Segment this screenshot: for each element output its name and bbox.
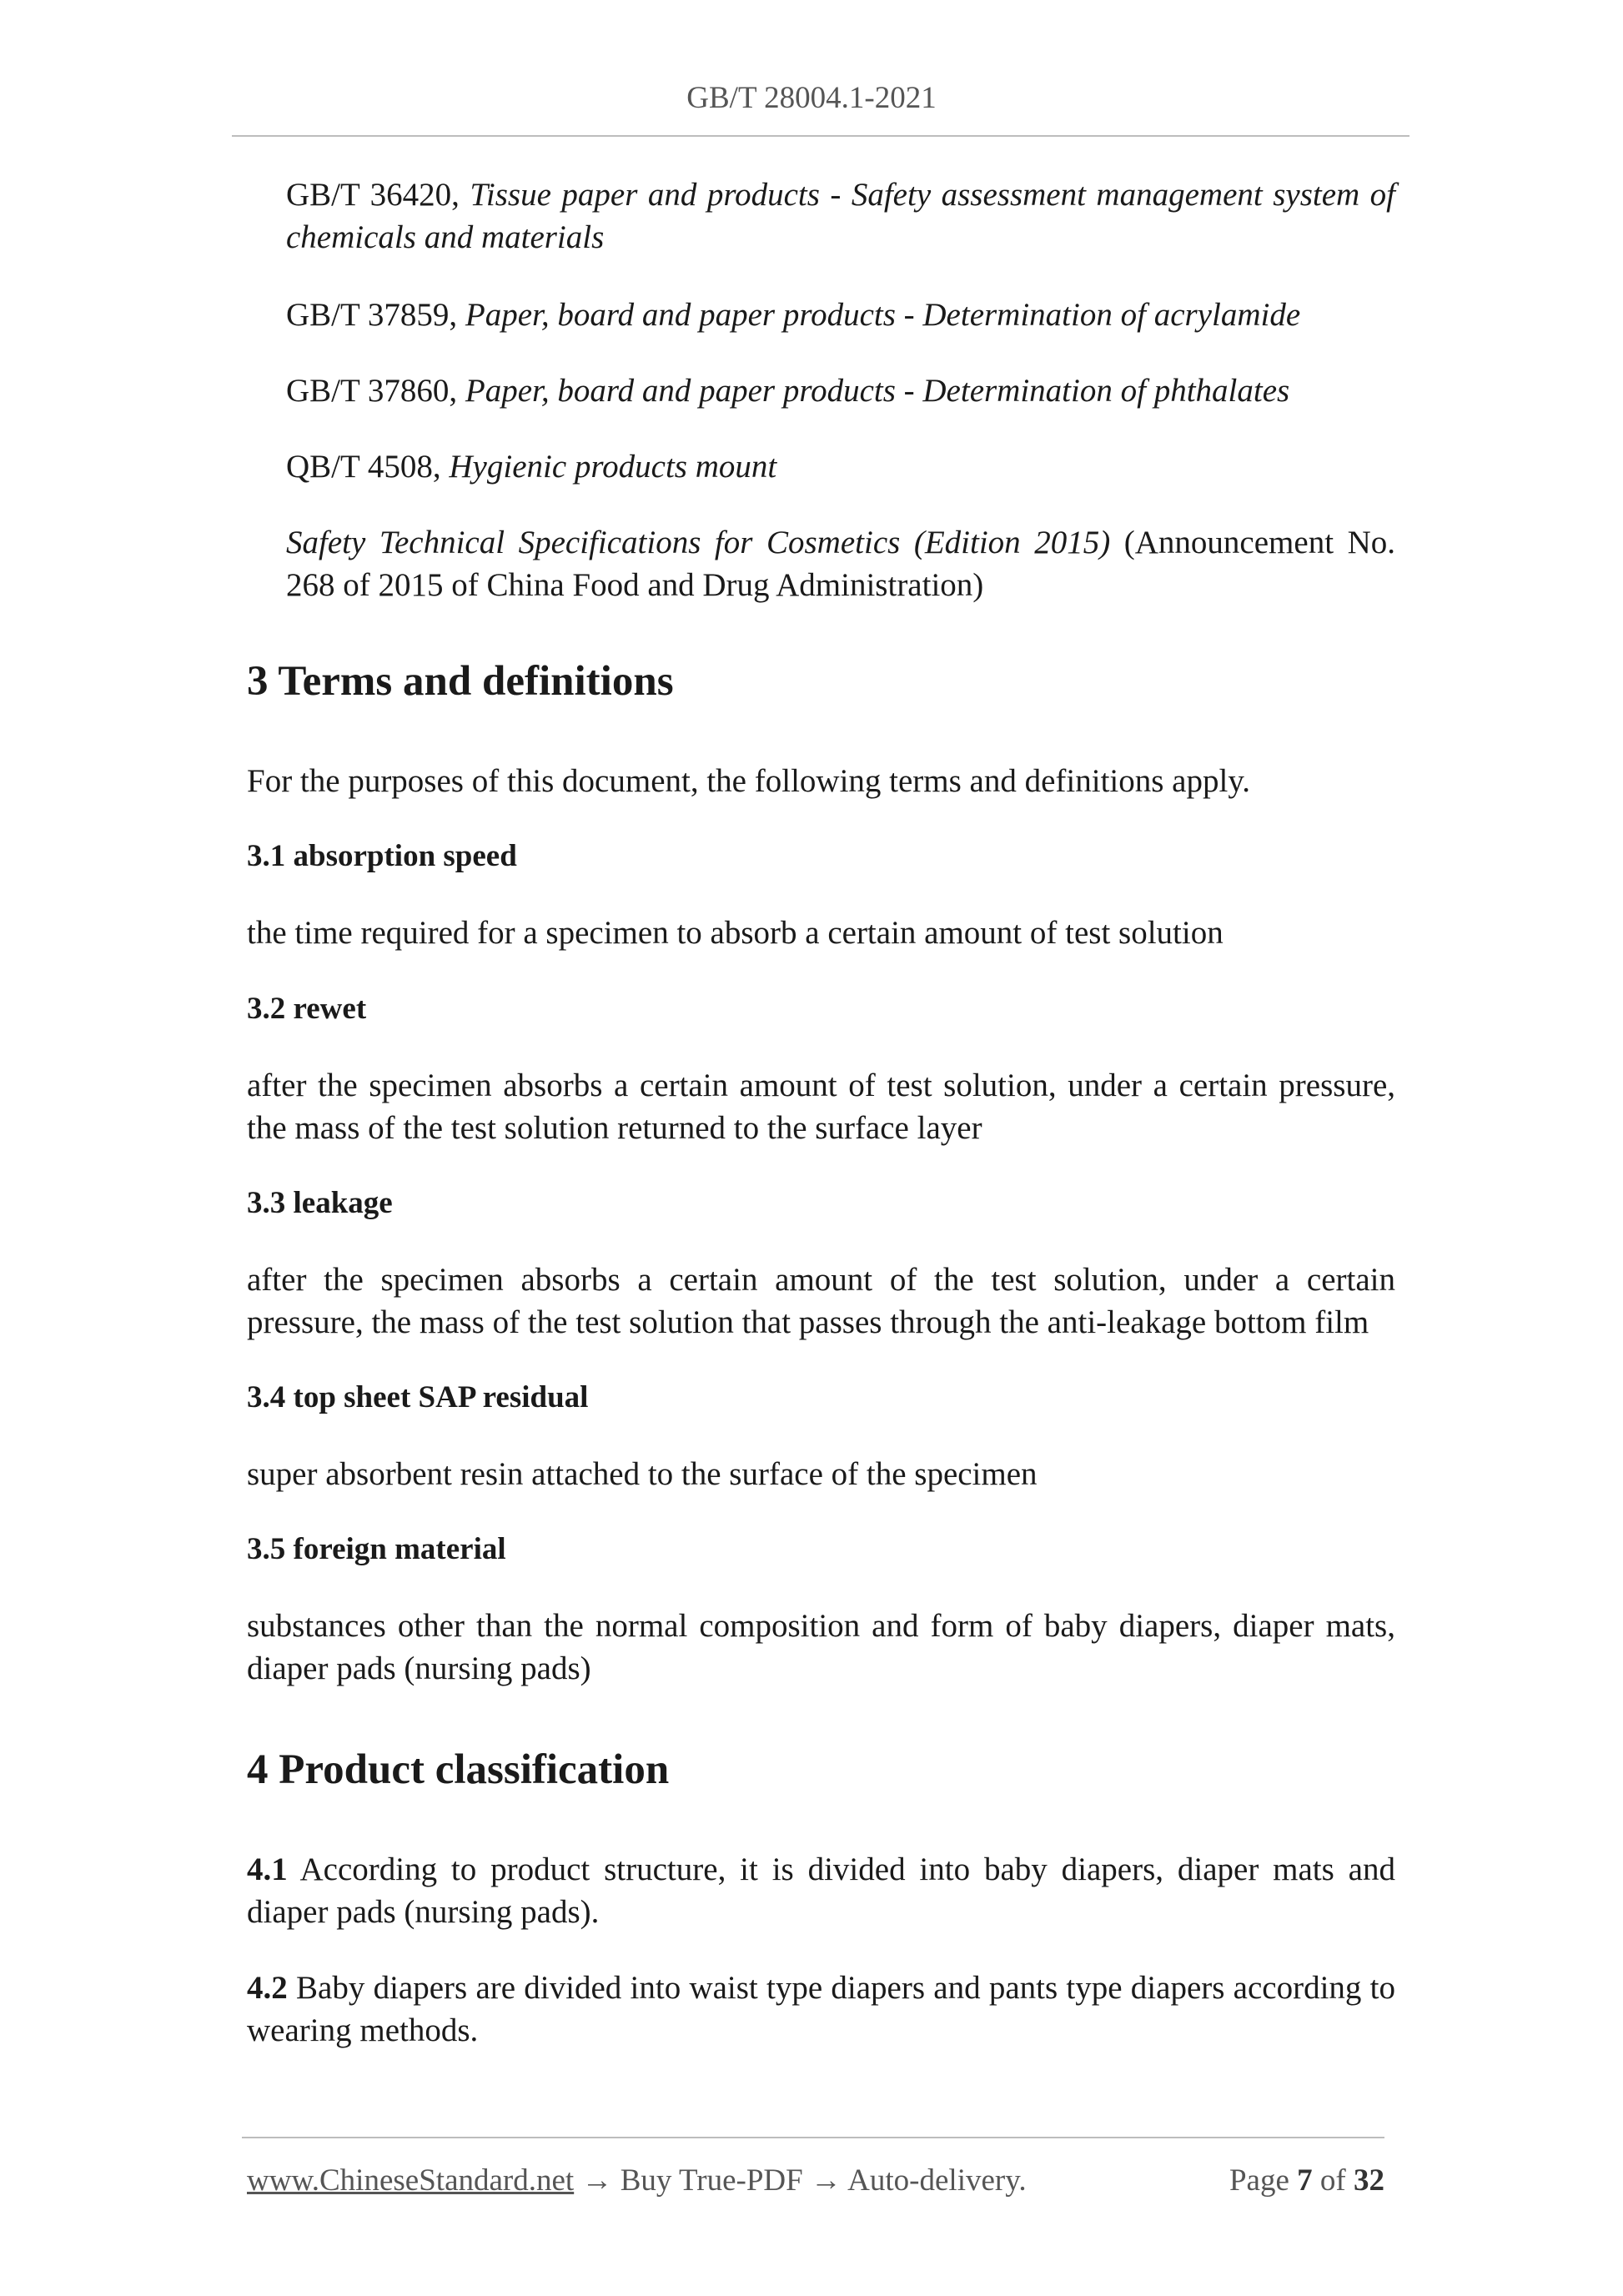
- reference-item: [286, 294, 1395, 336]
- clause-text: According to product structure, it is divided into baby diapers, diaper mats and diaper pads (nursing pads).: [247, 1851, 1395, 1930]
- reference-title: Hygienic products mount: [449, 449, 777, 485]
- reference-title: Safety Technical Specifications for Cosmetics (Edition 2015): [286, 525, 1111, 560]
- clause-text: Baby diapers are divided into waist type diapers and pants type diapers according to wearing methods.: [247, 1970, 1395, 2048]
- of-label: of: [1319, 2163, 1346, 2198]
- section-3-intro: For the purposes of this document, the following terms and definitions apply.: [247, 763, 1251, 799]
- reference-title: Tissue paper and products - Safety assessment management system of chemicals and materials: [286, 177, 1395, 255]
- clause: [247, 1967, 1395, 2052]
- arrow-icon: →: [581, 2163, 613, 2198]
- total-pages: 32: [1354, 2163, 1384, 2198]
- section-3-heading: 3 Terms and definitions: [247, 658, 674, 705]
- reference-item: [286, 445, 1395, 488]
- term-definition: super absorbent resin attached to the surface of the specimen: [247, 1456, 1038, 1492]
- term-definition: after the specimen absorbs a certain amount of test solution, under a certain pressure, the mass of the test solution returned to the surface layer: [247, 1068, 1395, 1146]
- reference-code: QB/T 4508,: [286, 449, 441, 485]
- term-heading: 3.2 rewet: [247, 992, 367, 1026]
- term-heading: 3.1 absorption speed: [247, 839, 517, 873]
- clause: [247, 1848, 1395, 1933]
- reference-note: (Announcement No. 268 of 2015 of China Food and Drug Administration): [286, 525, 1395, 603]
- current-page: 7: [1297, 2163, 1313, 2198]
- reference-title: Paper, board and paper products - Determination of acrylamide: [465, 297, 1301, 333]
- arrow-icon: →: [810, 2163, 842, 2198]
- term-definition: the time required for a specimen to absorb a certain amount of test solution: [247, 915, 1224, 951]
- reference-code: GB/T 37859,: [286, 297, 458, 333]
- term-heading: 3.3 leakage: [247, 1186, 393, 1220]
- auto-delivery-text: Auto-delivery.: [847, 2163, 1027, 2198]
- footer-promo: [247, 2162, 1027, 2200]
- buy-pdf-text: Buy True-PDF: [620, 2163, 803, 2198]
- footer-divider: [242, 2137, 1384, 2138]
- reference-title: Paper, board and paper products - Determination of phthalates: [465, 373, 1290, 409]
- reference-item: [286, 521, 1395, 606]
- term-definition: after the specimen absorbs a certain amount of the test solution, under a certain pressure, the mass of the test solution that passes through the anti-leakage bottom film: [247, 1262, 1395, 1340]
- term-heading: 3.5 foreign material: [247, 1532, 506, 1566]
- term-definition: substances other than the normal composition and form of baby diapers, diaper mats, diaper pads (nursing pads): [247, 1608, 1395, 1686]
- clause-number: 4.2: [247, 1970, 288, 2006]
- page-number: [1229, 2162, 1384, 2200]
- clause-number: 4.1: [247, 1851, 288, 1887]
- header-divider: [232, 135, 1409, 137]
- term-heading: 3.4 top sheet SAP residual: [247, 1380, 589, 1414]
- section-4-heading: 4 Product classification: [247, 1746, 670, 1793]
- website-link[interactable]: www.ChineseStandard.net: [247, 2163, 575, 2198]
- reference-code: GB/T 37860,: [286, 373, 458, 409]
- document-code-header: GB/T 28004.1-2021: [686, 81, 937, 115]
- page-label: Page: [1229, 2163, 1289, 2198]
- reference-code: GB/T 36420,: [286, 177, 460, 213]
- reference-item: [286, 173, 1395, 259]
- reference-item: [286, 369, 1395, 412]
